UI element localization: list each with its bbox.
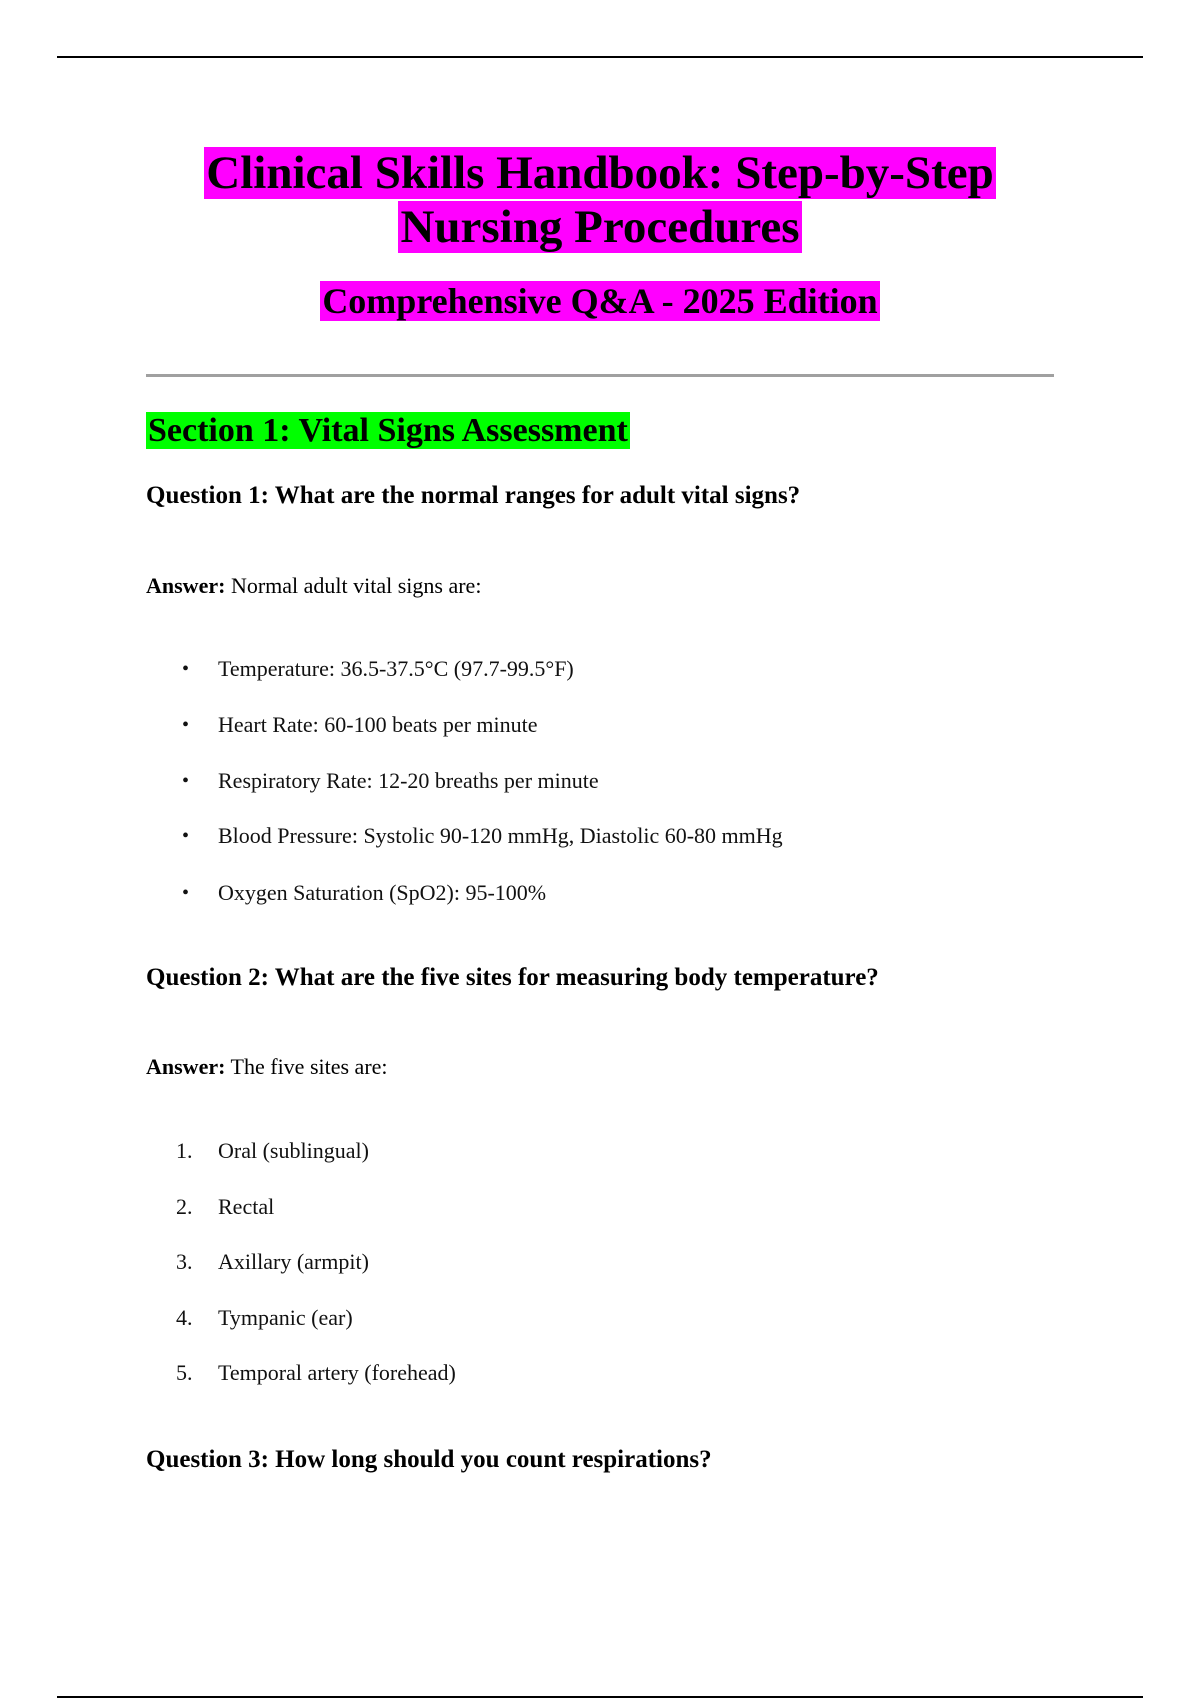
- list-number: 5.: [176, 1360, 193, 1385]
- list-item-text: Axillary (armpit): [218, 1249, 369, 1274]
- answer-2: [146, 1052, 388, 1082]
- bullet-icon: •: [182, 658, 190, 680]
- bullet-icon: •: [182, 714, 190, 736]
- list-item-text: Rectal: [218, 1194, 275, 1219]
- bullet-icon: •: [182, 882, 190, 904]
- list-item-text: Oral (sublingual): [218, 1138, 369, 1163]
- title-divider: [146, 374, 1054, 377]
- list-item-text: Oxygen Saturation (SpO2): 95-100%: [218, 880, 547, 905]
- page-top-rule: [57, 56, 1143, 58]
- bullet-icon: •: [182, 825, 190, 847]
- section-heading: [146, 410, 630, 452]
- answer-1-label: Answer:: [146, 573, 226, 598]
- document-subtitle-text: Comprehensive Q&A - 2025 Edition: [322, 281, 878, 321]
- document-title-line1: Clinical Skills Handbook: Step-by-Step: [206, 147, 994, 199]
- answer-2-label: Answer:: [146, 1054, 226, 1079]
- document-title: [146, 146, 1054, 254]
- list-item-text: Blood Pressure: Systolic 90-120 mmHg, Diastolic 60-80 mmHg: [218, 823, 783, 848]
- bullet-icon: •: [182, 770, 190, 792]
- list-number: 1.: [176, 1138, 193, 1163]
- list-item-text: Temporal artery (forehead): [218, 1360, 456, 1385]
- list-item-text: Heart Rate: 60-100 beats per minute: [218, 712, 538, 737]
- section-heading-text: Section 1: Vital Signs Assessment: [148, 412, 628, 449]
- list-number: 4.: [176, 1305, 193, 1330]
- list-item-text: Respiratory Rate: 12-20 breaths per minute: [218, 768, 599, 793]
- question-1: Question 1: What are the normal ranges for adult vital signs?: [146, 482, 801, 509]
- answer-1-text: Normal adult vital signs are:: [225, 573, 482, 598]
- title-block: [146, 146, 1054, 322]
- answer-2-text: The five sites are:: [225, 1054, 388, 1079]
- document-title-line2: Nursing Procedures: [400, 201, 800, 253]
- list-item-text: Temperature: 36.5-37.5°C (97.7-99.5°F): [218, 656, 574, 681]
- question-2: Question 2: What are the five sites for measuring body temperature?: [146, 964, 879, 991]
- question-3: Question 3: How long should you count respirations?: [146, 1446, 712, 1473]
- document-subtitle: [146, 280, 1054, 322]
- list-number: 2.: [176, 1194, 193, 1219]
- list-number: 3.: [176, 1249, 193, 1274]
- page-bottom-rule: [57, 1696, 1143, 1698]
- answer-1: [146, 571, 481, 601]
- list-item-text: Tympanic (ear): [218, 1305, 353, 1330]
